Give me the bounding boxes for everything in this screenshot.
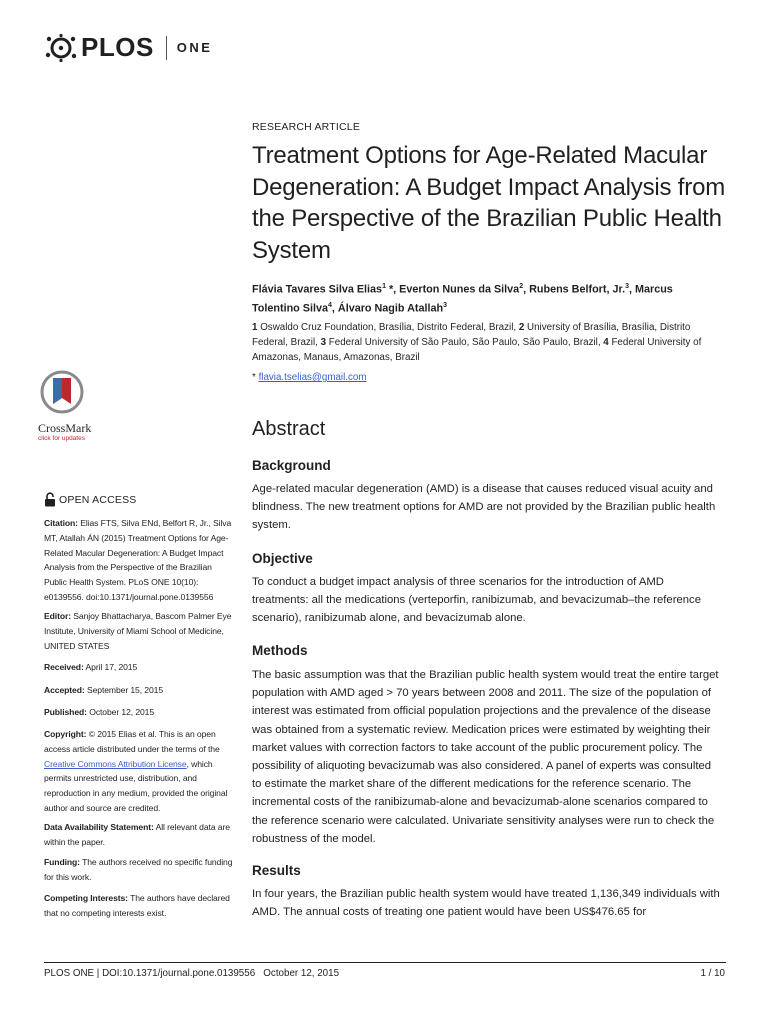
open-access-label: OPEN ACCESS <box>59 493 137 506</box>
author-name: Álvaro Nagib Atallah <box>337 302 444 315</box>
abstract-heading: Abstract <box>252 418 326 440</box>
copyright-label: Copyright: <box>44 729 87 739</box>
plos-logo-icon <box>44 33 78 63</box>
background-text: Age-related macular degeneration (AMD) is a disease that causes reduced visual acuity and blindness. The new treatment options for AMD are not provided by the Brazilian public health system. <box>252 483 716 532</box>
corresponding-email <box>252 372 367 383</box>
methods-heading: Methods <box>252 643 308 658</box>
accepted-date: September 15, 2015 <box>86 685 164 695</box>
received-label: Received: <box>44 662 84 672</box>
accepted-block <box>44 683 234 698</box>
published-label: Published: <box>44 707 87 717</box>
open-lock-icon <box>44 492 56 507</box>
data-availability-block <box>44 820 234 850</box>
author-affil-sup: 1 <box>382 283 386 290</box>
author-affil-sup: 3 <box>625 283 629 290</box>
author-separator: , <box>629 283 635 296</box>
affil-text: University of Brasília, Brasília, Distrito Federal, Brazil, <box>252 322 691 348</box>
plos-one-logo <box>44 32 212 63</box>
affil-num: 3 <box>320 337 327 348</box>
data-availability-label: Data Availability Statement: <box>44 822 154 832</box>
crossmark-sublabel: click for updates <box>38 435 85 442</box>
affiliations <box>252 320 722 365</box>
received-block <box>44 660 234 675</box>
affil-num: 2 <box>518 322 525 333</box>
crossmark-icon <box>38 370 86 414</box>
author-separator: , <box>523 283 530 296</box>
crossmark-label: CrossMark <box>38 421 92 435</box>
author-separator: *, <box>385 283 400 296</box>
article-type-label: RESEARCH ARTICLE <box>252 121 361 133</box>
affil-num: 4 <box>603 337 609 348</box>
results-text: In four years, the Brazilian public health system would have treated 1,136,349 individuals with AMD. The annual costs of treating one patient would have been US$476.65 for <box>252 888 720 919</box>
affil-text: Federal University of São Paulo, São Paulo, São Paulo, Brazil, <box>328 337 604 348</box>
funding-text: The authors received no specific funding for this work. <box>44 857 233 882</box>
competing-interests-text: The authors have declared that no competing interests exist. <box>44 893 230 918</box>
email-link[interactable]: flavia.tselias@gmail.com <box>258 372 367 383</box>
logo-journal-suffix: ONE <box>176 40 213 55</box>
editor-text: Sanjoy Bhattacharya, Bascom Palmer Eye Institute, University of Miami School of Medicine, UNITED STATES <box>44 611 232 651</box>
affil-num: 1 <box>252 322 258 333</box>
author-affil-sup: 2 <box>519 283 524 290</box>
copyright-text: © 2015 Elias et al. This is an open access article distributed under the terms of the <box>44 729 220 754</box>
author-affil-sup: 3 <box>443 301 447 309</box>
competing-interests-label: Competing Interests: <box>44 893 128 903</box>
citation-block <box>44 516 234 605</box>
page-number: 1 / 10 <box>700 968 725 979</box>
editor-block <box>44 609 234 653</box>
received-date: April 17, 2015 <box>85 662 138 672</box>
license-link[interactable]: Creative Commons Attribution License <box>44 758 187 769</box>
author-name: Rubens Belfort, Jr. <box>529 283 626 296</box>
copyright-block <box>44 727 234 816</box>
objective-heading: Objective <box>252 551 313 566</box>
footer-rule <box>44 962 726 963</box>
article-title: Treatment Options for Age-Related Macular Degeneration: A Budget Impact Analysis from the Perspective of the Brazilian Public Health System <box>252 142 726 264</box>
copyright-text-end: , which permits unrestricted use, distribution, and reproduction in any medium, provided the original author and source are credited. <box>44 758 228 813</box>
funding-label: Funding: <box>44 857 80 867</box>
results-heading: Results <box>252 863 301 878</box>
citation-text: Elias FTS, Silva ENd, Belfort R, Jr., Silva MT, Atallah ÁN (2015) Treatment Options for Age-Related Macular Degeneration: A Budget Impact Analysis from the Perspective of the Brazilian Public Health System. PLoS ONE 10(10): e0139556. doi:10.1371/journal.pone.0139556 <box>44 518 232 602</box>
funding-block <box>44 855 234 885</box>
email-marker: * <box>252 372 256 383</box>
logo-divider <box>166 36 167 60</box>
objective-text: To conduct a budget impact analysis of three scenarios for the introduction of AMD treatments: all the medications (verteporfin, ranibizumab, and bevacizumab–the reference scenario), ranibizumab alone, and bevacizumab alone. <box>252 576 701 625</box>
open-access-badge <box>44 492 136 507</box>
citation-label: Citation: <box>44 518 78 528</box>
logo-wordmark: PLOS <box>81 32 154 62</box>
background-heading: Background <box>252 458 331 473</box>
published-date: October 12, 2015 <box>89 707 155 717</box>
author-affil-sup: 4 <box>327 301 332 309</box>
footer-citation: PLOS ONE | DOI:10.1371/journal.pone.0139556 October 12, 2015 <box>44 968 340 979</box>
crossmark-badge[interactable] <box>38 370 98 442</box>
published-block <box>44 705 234 720</box>
methods-text: The basic assumption was that the Brazilian public health system would treat the entire target population with AMD aged > 70 years between 2008 and 2011. The size of the population of interest was estimated from official population projections and the prevalence of the disease was obtained from a systematic review. Medication prices were estimated by weighting their market values with correction factors to take account of the public procurement policy. The possibility of aliquoting bevacizumab was also considered. A panel of experts was consulted to estimate the market share of the different medications for the reference scenario. The incremental costs of the ranibizumab-alone and bevacizumab-alone scenarios compared to the reference scenario were calculated. Univariate sensitivity analyses were run to check the robustness of the model. <box>252 669 719 845</box>
data-availability-text: All relevant data are within the paper. <box>44 822 230 847</box>
accepted-label: Accepted: <box>44 685 85 695</box>
author-name: Everton Nunes da Silva <box>399 283 520 296</box>
author-separator: , <box>331 302 338 315</box>
author-list <box>252 279 722 316</box>
competing-interests-block <box>44 891 234 921</box>
author-name: Flávia Tavares Silva Elias <box>252 283 383 296</box>
affil-text: Federal University of Amazonas, Manaus, Amazonas, Brazil <box>252 337 702 363</box>
affil-text: Oswaldo Cruz Foundation, Brasília, Distrito Federal, Brazil, <box>260 322 519 333</box>
editor-label: Editor: <box>44 611 71 621</box>
author-name: Marcus Tolentino Silva <box>252 283 673 315</box>
